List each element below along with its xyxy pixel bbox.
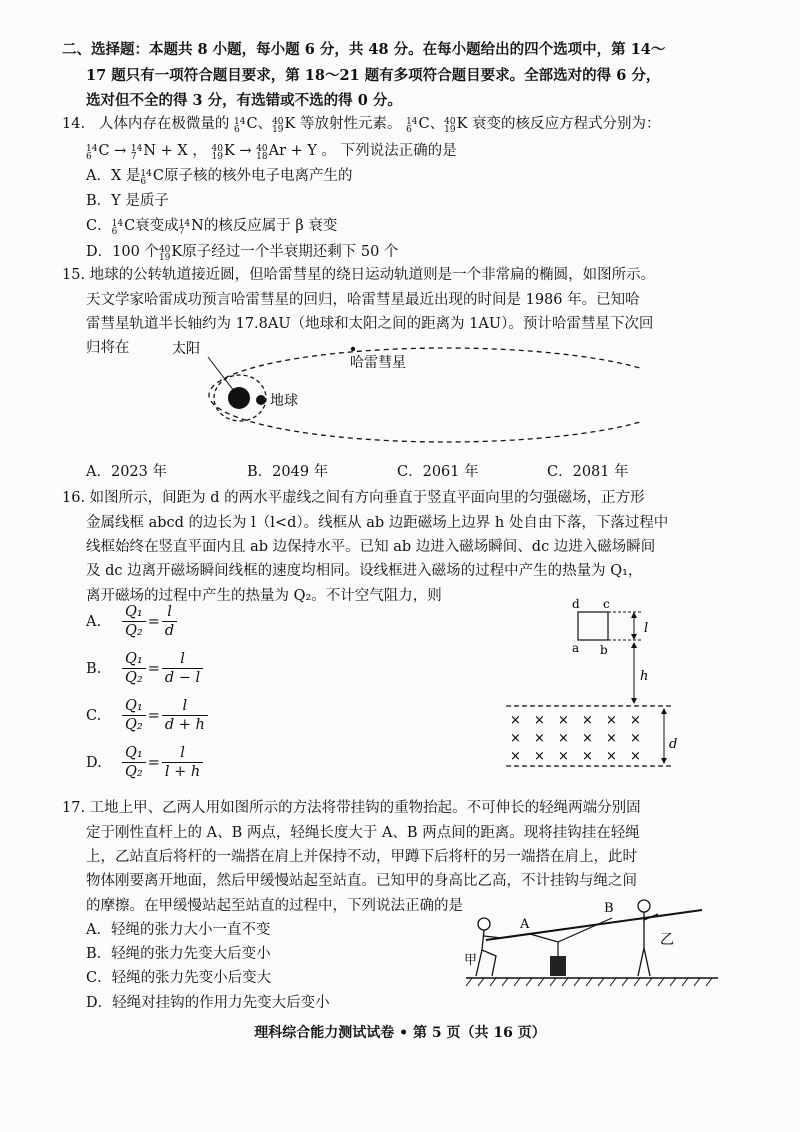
label-point-b: B xyxy=(604,901,614,916)
label-a: a xyxy=(572,641,580,655)
person-jia-head xyxy=(478,918,490,930)
field-crosses xyxy=(510,713,641,764)
earth xyxy=(256,395,266,405)
q15-line-1: 15. 地球的公转轨道接近圆，但哈雷彗星的绕日运动轨道则是一个非常扁的椭圆，如图所示。 xyxy=(62,267,656,283)
q16-line-5: 离开磁场的过程中产生的热量为 Q₂。不计空气阻力，则 xyxy=(86,588,442,604)
comet-label: 哈雷彗星 xyxy=(350,355,406,371)
coil-square xyxy=(578,612,608,640)
section-line-2: 17 题只有一项符合题目要求，第 18～21 题有多项符合题目要求。全部选对的得 6 分， xyxy=(86,67,661,84)
q17-line-3: 上，乙站直后将杆的一端搭在肩上并保持不动，甲蹲下后将杆的另一端搭在肩上，此时 xyxy=(86,849,637,865)
q15-option-b: B．2049 年 xyxy=(247,464,329,480)
label-jia: 甲 xyxy=(464,953,478,968)
person-yi-head xyxy=(638,900,650,912)
q14-stem-line-1: 14. 人体内存在极微量的 14 6 C、 40 19 K 等放射性元素。 14 6 C、 40 19 K 衰变的核反应方程式分别为： xyxy=(62,116,661,135)
q15-option-c: C．2061 年 xyxy=(397,464,479,480)
field-cross: × xyxy=(630,749,641,764)
q14-option-d: D．100 个 40 19 K原子经过一个半衰期还剩下 50 个 xyxy=(86,244,399,263)
field-cross: × xyxy=(510,731,521,746)
sun-label: 太阳 xyxy=(172,341,200,357)
q15-option-d: C．2081 年 xyxy=(547,464,629,480)
sun xyxy=(228,387,250,409)
q16-line-3: 线框始终在竖直平面内且 ab 边保持水平。已知 ab 边进入磁场瞬间、dc 边进入磁场瞬间 xyxy=(86,539,656,555)
q14-option-c: C． 14 6 C衰变成 14 7 N的核反应属于 β 衰变 xyxy=(86,218,338,237)
label-field-d: d xyxy=(669,737,678,752)
q16-option-b: B. $\frac{\text{Q₁}}{\text{Q₂}}$ = $\frac{l}{d - l}$ xyxy=(86,650,205,687)
field-cross: × xyxy=(630,731,641,746)
field-cross: × xyxy=(534,713,545,728)
field-cross: × xyxy=(630,713,641,728)
q17-line-4: 物体刚要离开地面，然后甲缓慢站起至站直。已知甲的身高比乙高，不计挂钩与绳之间 xyxy=(86,873,637,889)
field-cross: × xyxy=(558,731,569,746)
q16-option-d: D. $\frac{\text{Q₁}}{\text{Q₂}}$ = $\frac{l}{l + h}$ xyxy=(86,744,205,781)
earth-label: 地球 xyxy=(270,393,298,409)
page-footer: 理科综合能力测试试卷 • 第 5 页（共 16 页） xyxy=(254,1025,546,1041)
q17-option-d: D．轻绳对挂钩的作用力先变大后变小 xyxy=(86,995,330,1011)
field-cross: × xyxy=(582,731,593,746)
q17-line-1: 17. 工地上甲、乙两人用如图所示的方法将带挂钩的重物抬起。不可伸长的轻绳两端分别固 xyxy=(62,800,641,816)
field-cross: × xyxy=(582,749,593,764)
section-line-3: 选对但不全的得 3 分，有选错或不选的得 0 分。 xyxy=(86,92,402,109)
q17-line-2: 定于刚性直杆上的 A、B 两点，轻绳长度大于 A、B 两点间的距离。现将挂钩挂在轻绳 xyxy=(86,825,640,841)
q14-option-b: B．Y 是质子 xyxy=(86,193,169,209)
field-cross: × xyxy=(534,731,545,746)
lifting-figure xyxy=(462,898,722,998)
field-cross: × xyxy=(510,749,521,764)
comet xyxy=(351,347,355,351)
field-cross: × xyxy=(534,749,545,764)
halley-orbit-figure xyxy=(160,335,640,455)
q15-line-2: 天文学家哈雷成功预言哈雷彗星的回归，哈雷彗星最近出现的时间是 1986 年。已知哈 xyxy=(86,292,640,308)
q15-line-3: 雷彗星轨道半长轴约为 17.8AU（地球和太阳之间的距离为 1AU）。预计哈雷彗星下次回 xyxy=(86,316,654,332)
label-point-a: A xyxy=(520,917,530,932)
magnetic-field-figure xyxy=(500,596,700,776)
q15-line-4: 归将在 xyxy=(86,340,130,356)
q16-line-1: 16. 如图所示，间距为 d 的两水平虚线之间有方向垂直于竖直平面向里的匀强磁场，正方形 xyxy=(62,490,645,506)
label-h: h xyxy=(640,669,649,684)
q16-option-c: C. $\frac{\text{Q₁}}{\text{Q₂}}$ = $\frac{l}{d + h}$ xyxy=(86,697,210,734)
q17-option-c: C．轻绳的张力先变小后变大 xyxy=(86,970,272,986)
q14-equations: 14 6 C → 14 7 N + X ， 40 19 K → 40 18 Ar + Y 。 下列说法正确的是 xyxy=(86,143,457,162)
q17-line-5: 的摩擦。在甲缓慢站起至站直的过程中，下列说法正确的是 xyxy=(86,898,463,914)
field-cross: × xyxy=(558,749,569,764)
label-b: b xyxy=(600,643,608,657)
q16-line-2: 金属线框 abcd 的边长为 l（l<d）。线框从 ab 边距磁场上边界 h 处自由下落，下落过程中 xyxy=(86,515,669,531)
q15-option-a: A．2023 年 xyxy=(86,464,167,480)
sun-pointer xyxy=(208,357,234,391)
field-cross: × xyxy=(510,713,521,728)
field-cross: × xyxy=(606,713,617,728)
rope xyxy=(530,918,612,942)
q16-option-a: A. $\frac{\text{Q₁}}{\text{Q₂}}$ = $\frac{l}{d}$ xyxy=(86,603,179,640)
q17-option-b: B．轻绳的张力先变大后变小 xyxy=(86,946,271,962)
label-yi: 乙 xyxy=(660,932,674,948)
q14-option-a: A．X 是 14 6 C原子核的核外电子电离产生的 xyxy=(86,168,353,187)
weight xyxy=(550,956,566,976)
q16-line-4: 及 dc 边离开磁场瞬间线框的速度均相同。设线框进入磁场的过程中产生的热量为 Q₁， xyxy=(86,563,643,579)
label-c: c xyxy=(603,597,610,611)
field-cross: × xyxy=(606,731,617,746)
field-cross: × xyxy=(558,713,569,728)
label-d: d xyxy=(572,597,580,611)
field-cross: × xyxy=(582,713,593,728)
section-line-1: 二、选择题：本题共 8 小题，每小题 6 分，共 48 分。在每小题给出的四个选项中，第 14～ xyxy=(62,41,666,58)
q17-option-a: A．轻绳的张力大小一直不变 xyxy=(86,922,271,938)
label-l: l xyxy=(644,621,649,636)
field-cross: × xyxy=(606,749,617,764)
